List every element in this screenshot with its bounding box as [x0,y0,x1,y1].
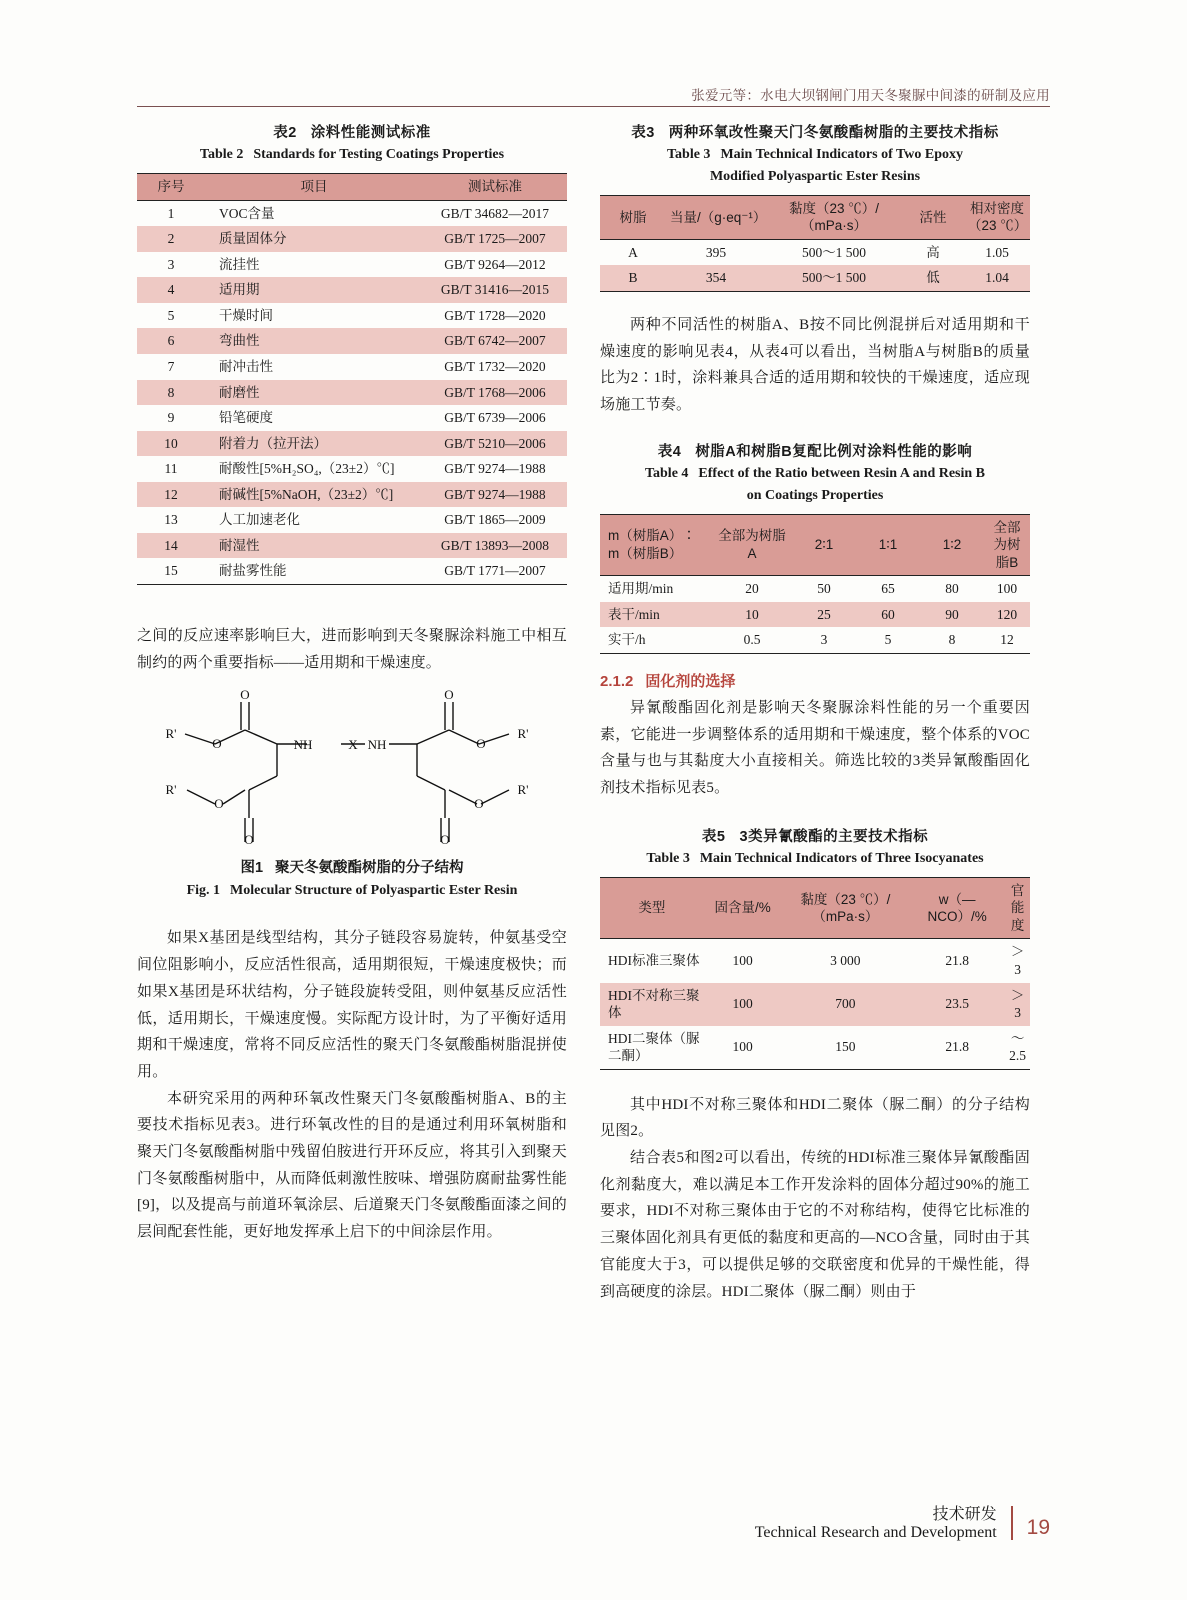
paragraph-left-2: 如果X基团是线型结构，其分子链段容易旋转，仲氨基受空间位阻影响小，反应活性很高，适用期很短，干燥速度极快；而如果X基团是环状结构，分子链段旋转受阻，则仲氨基反应活性低，适用期长，干燥速度慢。实际配方设计时，为了平衡好适用期和干燥速度，常将不同反应活性的聚天门冬氨酸酯树脂混拼使用。 [137,930,567,1080]
table4-ratio-line2: m（树脂B） [608,545,683,561]
table-row: 10 附着力（拉开法） GB/T 5210—2006 [137,431,567,457]
section-number: 2.1.2 [600,672,634,690]
table4-en-title-line2: on Coatings Properties [746,487,884,503]
svg-text:O: O [440,832,450,847]
table3-col-density: 相对密度（23 ℃） [964,195,1030,239]
paragraph-right-1: 两种不同活性的树脂A、B按不同比例混拼后对适用期和干燥速度的影响见表4，从表4可以看出，当树脂A与树脂B的质量比为2∶1时，涂料兼具合适的适用期和较快的干燥速度，适应现场施工节奏。 [600,317,1030,414]
table-row: 9 铅笔硬度 GB/T 6739—2006 [167,410,546,426]
header-divider [137,106,1050,107]
page-footer [755,1501,1050,1542]
footer-divider [1011,1506,1013,1540]
table5-col-viscosity: 黏度（23 ℃）/（mPa·s） [781,877,909,939]
running-head: 张爱元等：水电大坝钢闸门用天冬聚脲中间漆的研制及应用 [691,88,1050,103]
paragraph-right-2: 其中HDI不对称三聚体和HDI二聚体（脲二酮）的分子结构见图2。 [600,1096,1030,1140]
table-row: 14 耐湿性 GB/T 13893—2008 [137,533,567,559]
table4-cn-number: 表4 [657,443,682,460]
table-row: HDI二聚体（脲二酮） 100 150 21.8 ～2.5 [600,1026,1030,1070]
footer-section-cn: 技术研发 [932,1506,997,1523]
paragraph-right-3: 结合表5和图2可以看出，传统的HDI标准三聚体异氰酸酯固化剂黏度大，难以满足本工作开发涂料的固体分超过90%的施工要求，HDI不对称三聚体由于它的不对称结构，使得它比标准的三聚体固化剂具有更低的黏度和更高的—NCO含量，同时由于其官能度大于3，可以提供足够的交联密度和优异的干燥性能，得到高硬度的涂层。HDI二聚体（脲二酮）则由于 [600,1150,1030,1300]
table4-col-all-b: 全部为树脂B [984,514,1030,576]
svg-text:NH: NH [293,737,313,753]
svg-text:O: O [476,736,486,752]
table4-col-ratio [600,514,712,576]
table2-col-standard: 测试标准 [423,174,567,201]
table-row: 6 弯曲性 GB/T 6742—2007 [137,328,567,354]
figure1-en-label: Fig. 1 [186,882,221,898]
table-row: 8 耐磨性 GB/T 1768—2006 [137,380,567,406]
table-row: 13 人工加速老化 GB/T 1865—2009 [164,512,546,528]
table4-header-row [600,514,1030,576]
svg-text:O: O [474,796,484,812]
table-row: 15 耐盐雾性能 GB/T 1771—2007 [137,558,567,584]
table-row: 12 耐碱性[5%NaOH,（23±2）℃] GB/T 9274—1988 [137,482,567,508]
footer-section-en: Technical Research and Development [754,1524,997,1541]
table-row: 4 适用期 GB/T 31416—2015 [137,277,567,303]
table3-caption [600,122,1030,188]
figure1-image [137,686,567,851]
table4-caption [600,441,1030,507]
svg-text:NH: NH [367,737,387,753]
table4-ratio-line1: m（树脂A）∶ [608,528,696,544]
table3-en-label: Table 3 [666,147,711,163]
paragraph-left-1: 之间的反应速率影响巨大，进而影响到天冬聚脲涂料施工中相互制约的两个重要指标——适用期和干燥速度。 [137,627,567,671]
table5-col-nco: w（—NCO）/% [909,877,1005,939]
table3-col-resin: 树脂 [600,195,666,239]
table4-en-title-line1: Effect of the Ratio between Resin A and Resin B [698,466,986,482]
table3-col-equivalent: 当量/（g·eq⁻¹） [666,195,766,239]
table3-col-activity: 活性 [902,195,964,239]
table4-cn-title: 树脂A和树脂B复配比例对涂料性能的影响 [695,443,973,460]
section-title: 固化剂的选择 [645,672,736,690]
table-row: 2 质量固体分 GB/T 1725—2007 [137,226,567,252]
table2-cn-title: 涂料性能测试标准 [310,125,431,141]
table3-cn-title: 两种环氧改性聚天门冬氨酸酯树脂的主要技术指标 [668,125,999,141]
table2-col-index: 序号 [137,174,205,201]
table2-caption [137,122,567,166]
table2-cn-number: 表2 [273,125,297,141]
table-row: A 395 500～1 500 高 1.05 [628,244,1009,260]
section-heading-2-1-2 [600,670,1030,691]
table3-col-viscosity: 黏度（23 ℃）/（mPa·s） [766,195,902,239]
table-row: 11 耐酸性[5%H₂SO₄,（23±2）℃] GB/T 9274—1988 [164,461,546,477]
table4-col-1-2: 1∶2 [920,514,984,576]
svg-text:R': R' [165,726,177,742]
table5-caption [600,826,1030,870]
table4-col-2-1: 2∶1 [792,514,856,576]
table-row: 5 干燥时间 GB/T 1728—2020 [167,307,546,323]
svg-text:O: O [214,796,224,812]
paragraph-left-3: 本研究采用的两种环氧改性聚天门冬氨酸酯树脂A、B的主要技术指标见表3。进行环氧改性的目的是通过利用环氧树脂和聚天门冬氨酸酯树脂中残留伯胺进行开环反应，将其引入到聚天门冬氨酸酯树脂中，从而降低刺激性胺味、增强防腐耐盐雾性能[9]，以及提高与前道环氧涂层、后道聚天门冬氨酸酯面漆之间的层间配套性能，更好地发挥承上启下的中间涂层作用。 [137,1090,567,1240]
table5 [600,877,1030,1070]
page-number: 19 [1026,1516,1050,1539]
table2-en-title: Standards for Testing Coatings Properties [253,147,505,163]
figure1-en-title: Molecular Structure of Polyaspartic Ester Resin [230,882,518,898]
table-row: 3 流挂性 GB/T 9264—2012 [167,256,546,272]
table5-col-functionality: 官能度 [1005,877,1030,939]
svg-text:R': R' [517,726,529,742]
table5-col-solid: 固含量/% [704,877,782,939]
svg-text:O: O [240,687,250,703]
table3-en-title-line1: Main Technical Indicators of Two Epoxy [720,147,964,163]
table2-col-item: 项目 [205,174,423,201]
table3-cn-number: 表3 [631,125,655,141]
table5-cn-number: 表5 [701,828,726,845]
table-row: 7 耐冲击性 GB/T 1732—2020 [167,358,546,374]
svg-text:O: O [244,832,254,847]
table4-en-label: Table 4 [644,466,689,482]
svg-text:X: X [348,737,358,753]
table5-en-label: Table 3 [646,851,690,867]
table2 [137,173,567,585]
table5-cn-title: 3类异氰酸酯的主要技术指标 [739,828,929,845]
table4-col-all-a: 全部为树脂A [712,514,792,576]
svg-text:O: O [444,687,454,703]
right-column [600,122,1030,1305]
figure1-caption [137,857,567,901]
table-row: 实干/h 0.5 3 5 8 12 [600,627,1030,653]
table5-col-type: 类型 [600,877,704,939]
table5-header-row [600,877,1030,939]
svg-text:R': R' [165,782,177,798]
left-column [137,122,567,1246]
figure1-cn-number: 图1 [240,860,264,877]
table-row: HDI不对称三聚体 100 700 23.5 ＞3 [600,983,1030,1026]
table4-col-1-1: 1∶1 [856,514,920,576]
table-row: 表干/min 10 25 60 90 120 [600,602,1030,628]
paragraph-section212: 异氰酸酯固化剂是影响天冬聚脲涂料性能的另一个重要因素，它能进一步调整体系的适用期和干燥速度，整个体系的VOC含量与也与其黏度大小直接相关。筛选比较的3类异氰酸酯固化剂技术指标见表5。 [600,699,1030,796]
table4 [600,514,1030,654]
table2-en-label: Table 2 [199,147,244,163]
svg-text:O: O [212,736,222,752]
svg-text:R': R' [517,782,529,798]
table-row: 1 VOC含量 GB/T 34682—2017 [167,205,550,221]
table3-header-row [600,195,1030,239]
figure1-cn-title: 聚天冬氨酸酯树脂的分子结构 [275,860,464,877]
table2-header-row [137,174,567,201]
table5-en-title: Main Technical Indicators of Three Isocyanates [699,851,984,867]
table-row: HDI标准三聚体 100 3 000 21.8 ＞3 [608,944,1025,977]
table-row: 适用期/min 20 50 65 80 100 [608,581,1018,597]
table-row: B 354 500～1 500 低 1.04 [600,265,1030,291]
table3 [600,195,1030,292]
table3-en-title-line2: Modified Polyaspartic Ester Resins [709,169,921,185]
